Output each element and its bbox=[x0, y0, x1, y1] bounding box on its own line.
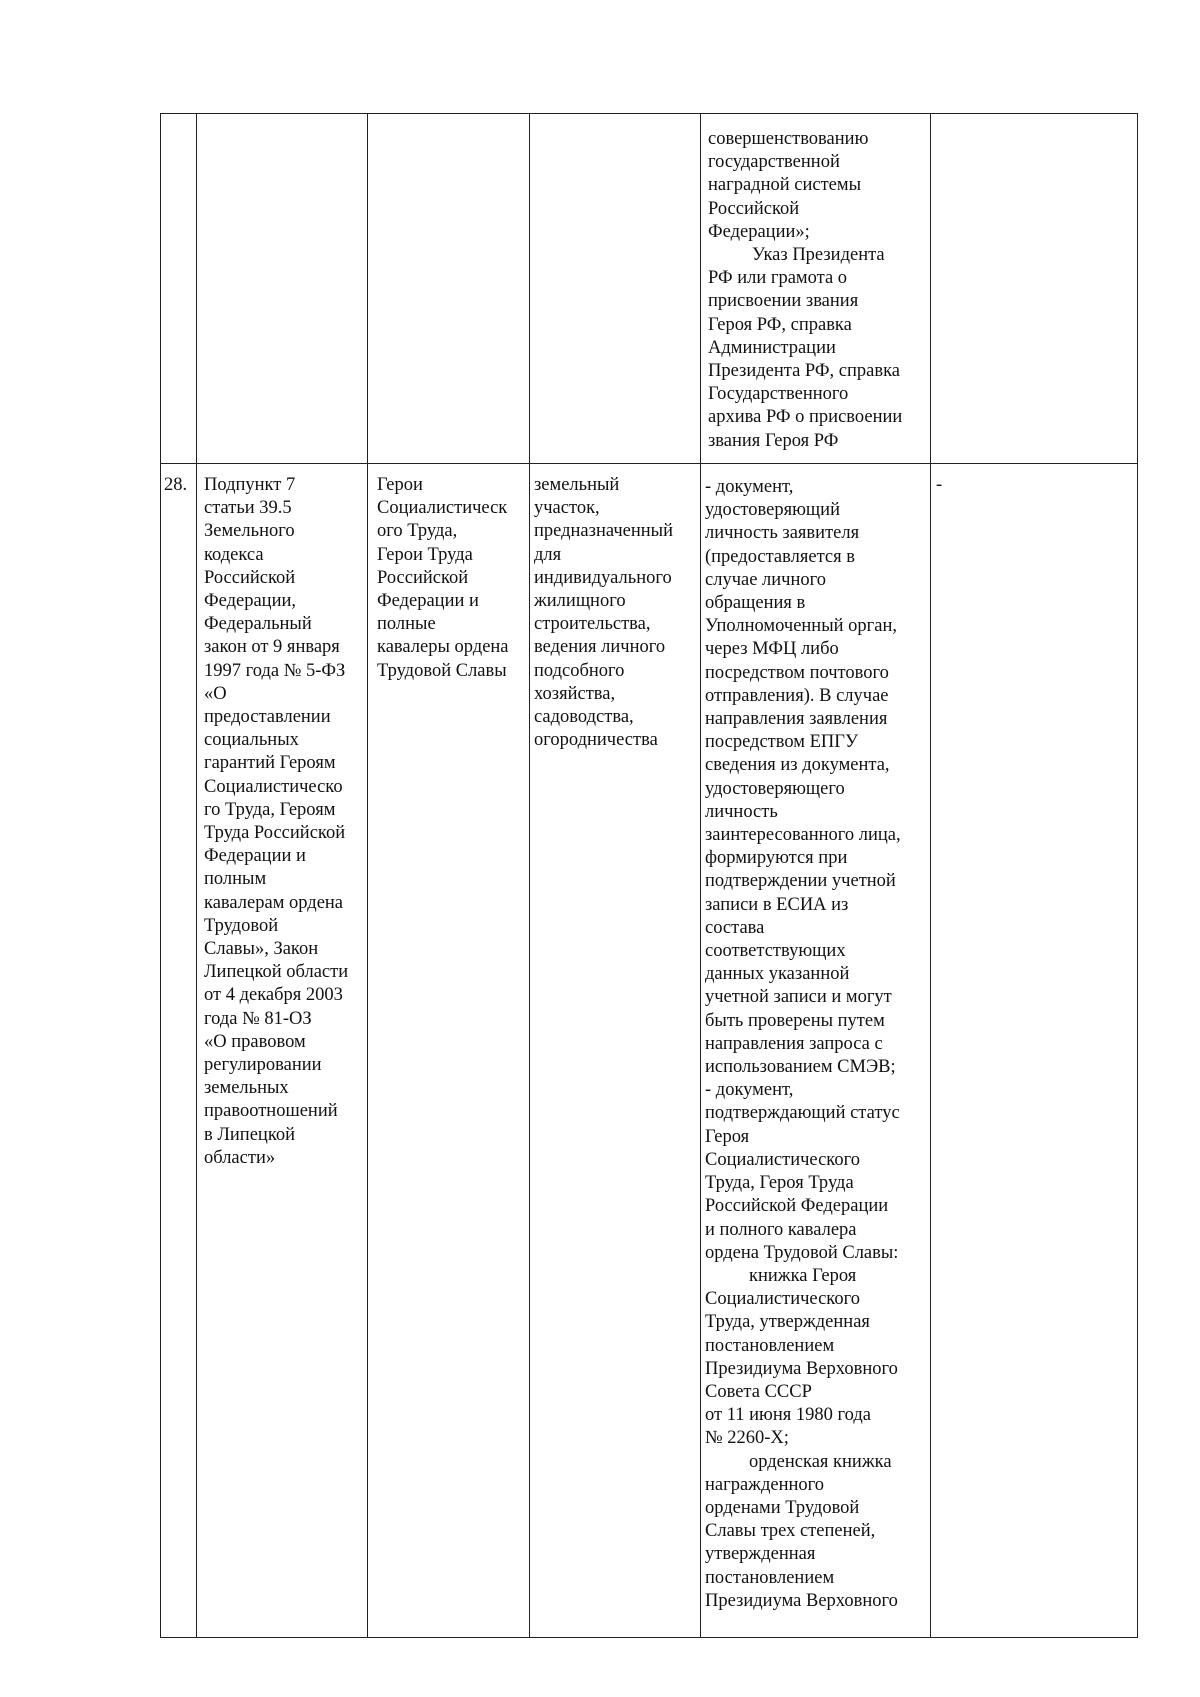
cell-line: Федеральный bbox=[204, 614, 312, 635]
cell-line: «О правовом bbox=[204, 1031, 306, 1052]
cell-line: 1997 года № 5-ФЗ bbox=[204, 660, 346, 681]
cell-line: жилищного bbox=[534, 591, 626, 612]
cell-line: орденами Трудовой bbox=[705, 1497, 860, 1518]
cell-line: отправления). В случае bbox=[705, 685, 889, 706]
legal-basis-cell bbox=[204, 474, 366, 1170]
land-plot-purpose-cell bbox=[534, 474, 699, 752]
cell-line: ого Труда, bbox=[377, 521, 458, 542]
cell-line: подтверждающий статус bbox=[705, 1103, 900, 1124]
cell-line: кодекса bbox=[204, 544, 264, 565]
cell-line: Социалистического bbox=[705, 1149, 860, 1170]
cell-line: состава bbox=[705, 917, 765, 938]
cell-line: Социалистическо bbox=[204, 776, 343, 797]
cell-line: Социалистического bbox=[705, 1289, 860, 1310]
column-divider-2 bbox=[367, 113, 368, 1638]
cell-line: Федерации»; bbox=[708, 221, 810, 242]
cell-line: предоставлении bbox=[204, 707, 331, 728]
cell-line: закон от 9 января bbox=[204, 637, 340, 658]
cell-line: записи в ЕСИА из bbox=[705, 894, 849, 915]
required-documents-cell bbox=[705, 476, 929, 1613]
cell-line: года № 81-ОЗ bbox=[204, 1008, 312, 1029]
cell-line: сведения из документа, bbox=[705, 755, 890, 776]
cell-line: Российской bbox=[377, 567, 469, 588]
row-number: 28. bbox=[164, 475, 188, 495]
cell-line: использованием СМЭВ; bbox=[705, 1057, 896, 1078]
cell-line: правоотношений bbox=[204, 1101, 338, 1122]
cell-line: садоводства, bbox=[534, 707, 634, 728]
cell-line: данных указанной bbox=[705, 964, 850, 985]
cell-line: Труда, Героя Труда bbox=[705, 1173, 854, 1194]
cell-line: полным bbox=[204, 869, 267, 890]
cell-line: от 4 декабря 2003 bbox=[204, 985, 343, 1006]
cell-line: личность заявителя bbox=[705, 523, 860, 544]
cell-line: утвержденная bbox=[705, 1544, 816, 1565]
cell-line: подсобного bbox=[534, 660, 625, 681]
cell-line: Славы трех степеней, bbox=[705, 1521, 876, 1542]
cell-line: Уполномоченный орган, bbox=[705, 616, 897, 637]
cell-line: регулировании bbox=[204, 1055, 322, 1076]
cell-line: заинтересованного лица, bbox=[705, 825, 901, 846]
cell-line: Героя bbox=[705, 1126, 750, 1147]
cell-line: Совета СССР bbox=[705, 1381, 812, 1402]
cell-line: кавалеры ордена bbox=[377, 637, 509, 658]
cell-line: направления запроса с bbox=[705, 1033, 883, 1054]
column-divider-3 bbox=[529, 113, 530, 1638]
cell-line: удостоверяющий bbox=[705, 500, 840, 521]
cell-line: - документ, bbox=[705, 1080, 794, 1101]
cell-line: Герои bbox=[377, 475, 423, 495]
cell-line: Указ Президента bbox=[752, 245, 885, 266]
notes-cell: - bbox=[936, 475, 943, 495]
cell-line: Российской bbox=[204, 567, 296, 588]
cell-line: Федерации, bbox=[204, 591, 296, 612]
cell-line: Герои Труда bbox=[377, 544, 473, 565]
cell-line: огородничества bbox=[534, 730, 658, 751]
cell-line: обращения в bbox=[705, 593, 806, 614]
cell-line: индивидуального bbox=[534, 567, 672, 588]
cell-line: гарантий Героям bbox=[204, 753, 336, 774]
row-divider bbox=[160, 463, 1138, 464]
cell-line: Трудовой Славы bbox=[377, 660, 507, 681]
cell-line: Российской Федерации bbox=[705, 1196, 889, 1217]
cell-line: государственной bbox=[708, 152, 840, 173]
applicant-category-cell bbox=[377, 474, 529, 683]
column-divider-5 bbox=[930, 113, 931, 1638]
cell-line: быть проверены путем bbox=[705, 1010, 885, 1031]
cell-line: от 11 июня 1980 года bbox=[705, 1405, 872, 1426]
cell-line: Героя РФ, справка bbox=[708, 314, 852, 335]
cell-line: социальных bbox=[204, 730, 299, 751]
cell-line: учетной записи и могут bbox=[705, 987, 892, 1008]
cell-line: Федерации и bbox=[204, 846, 306, 867]
cell-line: через МФЦ либо bbox=[705, 639, 839, 660]
cell-line: формируются при bbox=[705, 848, 848, 869]
cell-line: подтверждении учетной bbox=[705, 871, 896, 892]
cell-line: земельных bbox=[204, 1078, 289, 1099]
cell-line: Труда Российской bbox=[204, 823, 346, 844]
cell-line: случае личного bbox=[705, 569, 827, 590]
cell-line: «О bbox=[204, 683, 227, 704]
cell-line: области» bbox=[204, 1147, 276, 1168]
cell-line: присвоении звания bbox=[708, 291, 859, 312]
cell-line: книжка Героя bbox=[749, 1265, 857, 1286]
cell-line: посредством ЕПГУ bbox=[705, 732, 859, 753]
cell-line: соответствующих bbox=[705, 941, 846, 962]
cell-line: № 2260-Х; bbox=[705, 1428, 789, 1449]
cell-line: Социалистическ bbox=[377, 498, 508, 519]
cell-line: Российской bbox=[708, 198, 800, 219]
cell-line: предназначенный bbox=[534, 521, 673, 542]
column-divider-4 bbox=[700, 113, 701, 1638]
cell-line: наградной системы bbox=[708, 175, 862, 196]
cell-line: для bbox=[534, 544, 562, 565]
cell-line: Федерации и bbox=[377, 591, 479, 612]
cell-line: ордена Трудовой Славы: bbox=[705, 1242, 899, 1263]
cell-line: постановлением bbox=[705, 1335, 835, 1356]
cell-line: в Липецкой bbox=[204, 1124, 296, 1145]
cell-line: Государственного bbox=[708, 384, 849, 405]
column-divider-1 bbox=[196, 113, 197, 1638]
cell-line: участок, bbox=[534, 498, 600, 519]
cell-line: совершенствованию bbox=[708, 129, 869, 149]
cell-line: статьи 39.5 bbox=[204, 498, 292, 519]
cell-line: полные bbox=[377, 614, 436, 635]
cell-line: Подпункт 7 bbox=[204, 475, 296, 495]
cell-line: Президента РФ, справка bbox=[708, 361, 900, 382]
cell-line: го Труда, Героям bbox=[204, 799, 336, 820]
cell-line: Администрации bbox=[708, 337, 836, 358]
cell-line: личность bbox=[705, 801, 778, 822]
cell-line: награжденного bbox=[705, 1474, 824, 1495]
cell-line: кавалерам ордена bbox=[204, 892, 344, 913]
cell-line: земельный bbox=[534, 475, 620, 495]
prev-row-documents-cell bbox=[708, 128, 928, 453]
cell-line: Земельного bbox=[204, 521, 295, 542]
cell-line: и полного кавалера bbox=[705, 1219, 857, 1240]
cell-line: Трудовой bbox=[204, 915, 279, 936]
cell-line: хозяйства, bbox=[534, 683, 616, 704]
cell-line: строительства, bbox=[534, 614, 651, 635]
cell-line: Липецкой области bbox=[204, 962, 349, 983]
cell-line: направления заявления bbox=[705, 709, 888, 730]
cell-line: Президиума Верховного bbox=[705, 1358, 898, 1379]
cell-line: архива РФ о присвоении bbox=[708, 407, 903, 428]
cell-line: Президиума Верховного bbox=[705, 1590, 898, 1611]
cell-line: посредством почтового bbox=[705, 662, 889, 683]
cell-line: ведения личного bbox=[534, 637, 666, 658]
cell-line: - документ, bbox=[705, 477, 794, 497]
cell-line: РФ или грамота о bbox=[708, 268, 848, 289]
cell-line: орденская книжка bbox=[749, 1451, 892, 1472]
cell-line: (предоставляется в bbox=[705, 546, 855, 567]
cell-line: Славы», Закон bbox=[204, 939, 319, 960]
cell-line: удостоверяющего bbox=[705, 778, 845, 799]
cell-line: постановлением bbox=[705, 1567, 835, 1588]
cell-line: Труда, утвержденная bbox=[705, 1312, 870, 1333]
cell-line: звания Героя РФ bbox=[708, 430, 839, 451]
